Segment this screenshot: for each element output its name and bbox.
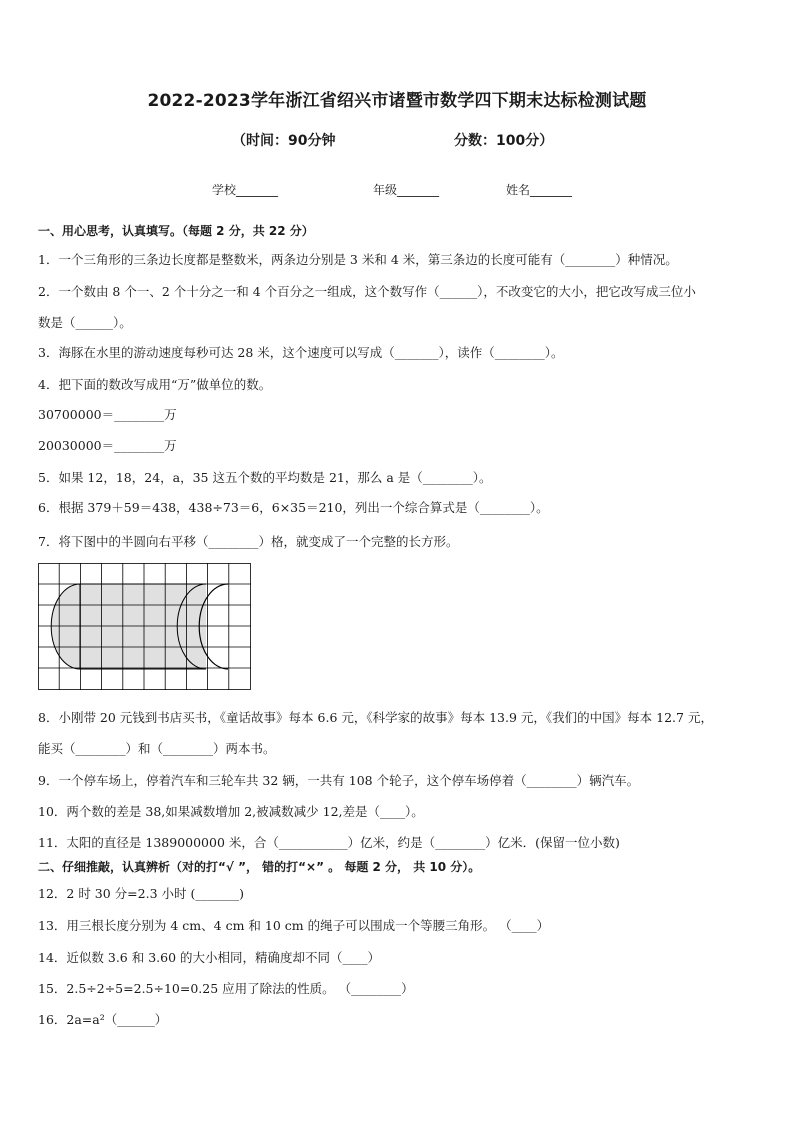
time-limit: （时间：90分钟 [232,133,336,149]
question-2-line-1: 2．一个数由 8 个一、2 个十分之一和 4 个百分之一组成，这个数写作（______），不改变它的大小，把它改写成三位小 [38,284,696,299]
question-4a: 30700000＝________万 [38,407,177,422]
semicircle-grid-figure [38,563,252,691]
question-13: 13．用三根长度分别为 4 cm、4 cm 和 10 cm 的绳子可以围成一个等腰三角形。 （____） [38,918,550,933]
question-8-line-2: 能买（________）和（________）两本书。 [38,741,276,756]
section-2-title: 二、仔细推敲，认真辨析（对的打“√ ”， 错的打“×” 。 每题 2 分， 共 10 分）。 [38,860,481,874]
question-1: 1．一个三角形的三条边长度都是整数米，两条边分别是 3 米和 4 米，第三条边的长度可能有（________）种情况。 [38,252,678,267]
school-field[interactable]: 学校_______ [212,183,279,197]
question-4: 4．把下面的数改写成用“万”做单位的数。 [38,377,272,392]
question-8-line-1: 8．小刚带 20 元钱到书店买书，《童话故事》每本 6.6 元，《科学家的故事》每本 13.9 元，《我们的中国》每本 12.7 元， [38,710,713,725]
question-3: 3．海豚在水里的游动速度每秒可达 28 米，这个速度可以写成（_______），读作（________）。 [38,345,564,360]
total-score: 分数：100分） [454,133,554,149]
question-2-line-2: 数是（______）。 [38,315,132,330]
question-11: 11．太阳的直径是 1389000000 米，合（___________）亿米，约是（________）亿米．(保留一位小数) [38,835,620,850]
question-7: 7．将下图中的半圆向右平移（________）格，就变成了一个完整的长方形。 [38,534,459,549]
question-9: 9．一个停车场上，停着汽车和三轮车共 32 辆，一共有 108 个轮子，这个停车场停着（________）辆汽车。 [38,773,640,788]
question-4b: 20030000＝________万 [38,438,177,453]
question-6: 6．根据 379＋59＝438，438÷73＝6，6×35＝210，列出一个综合算式是（________）。 [38,500,549,515]
question-10: 10．两个数的差是 38,如果减数增加 2,被减数减少 12,差是（____）。 [38,804,424,819]
shaded-shape [51,584,228,669]
name-field[interactable]: 姓名_______ [506,183,573,197]
grade-field[interactable]: 年级_______ [373,183,440,197]
section-1-title: 一、用心思考，认真填写。（每题 2 分，共 22 分） [38,224,314,238]
question-15: 15．2.5÷2÷5=2.5÷10=0.25 应用了除法的性质。 （________） [38,981,414,996]
question-5: 5．如果 12，18，24，a，35 这五个数的平均数是 21，那么 a 是（________）。 [38,470,492,485]
question-14: 14．近似数 3.6 和 3.60 的大小相同，精确度却不同（____） [38,950,381,965]
question-16: 16．2a=a²（______） [38,1012,168,1027]
question-12: 12．2 时 30 分=2.3 小时 (_______) [38,886,244,901]
page-title: 2022-2023学年浙江省绍兴市诸暨市数学四下期末达标检测试题 [147,91,647,111]
